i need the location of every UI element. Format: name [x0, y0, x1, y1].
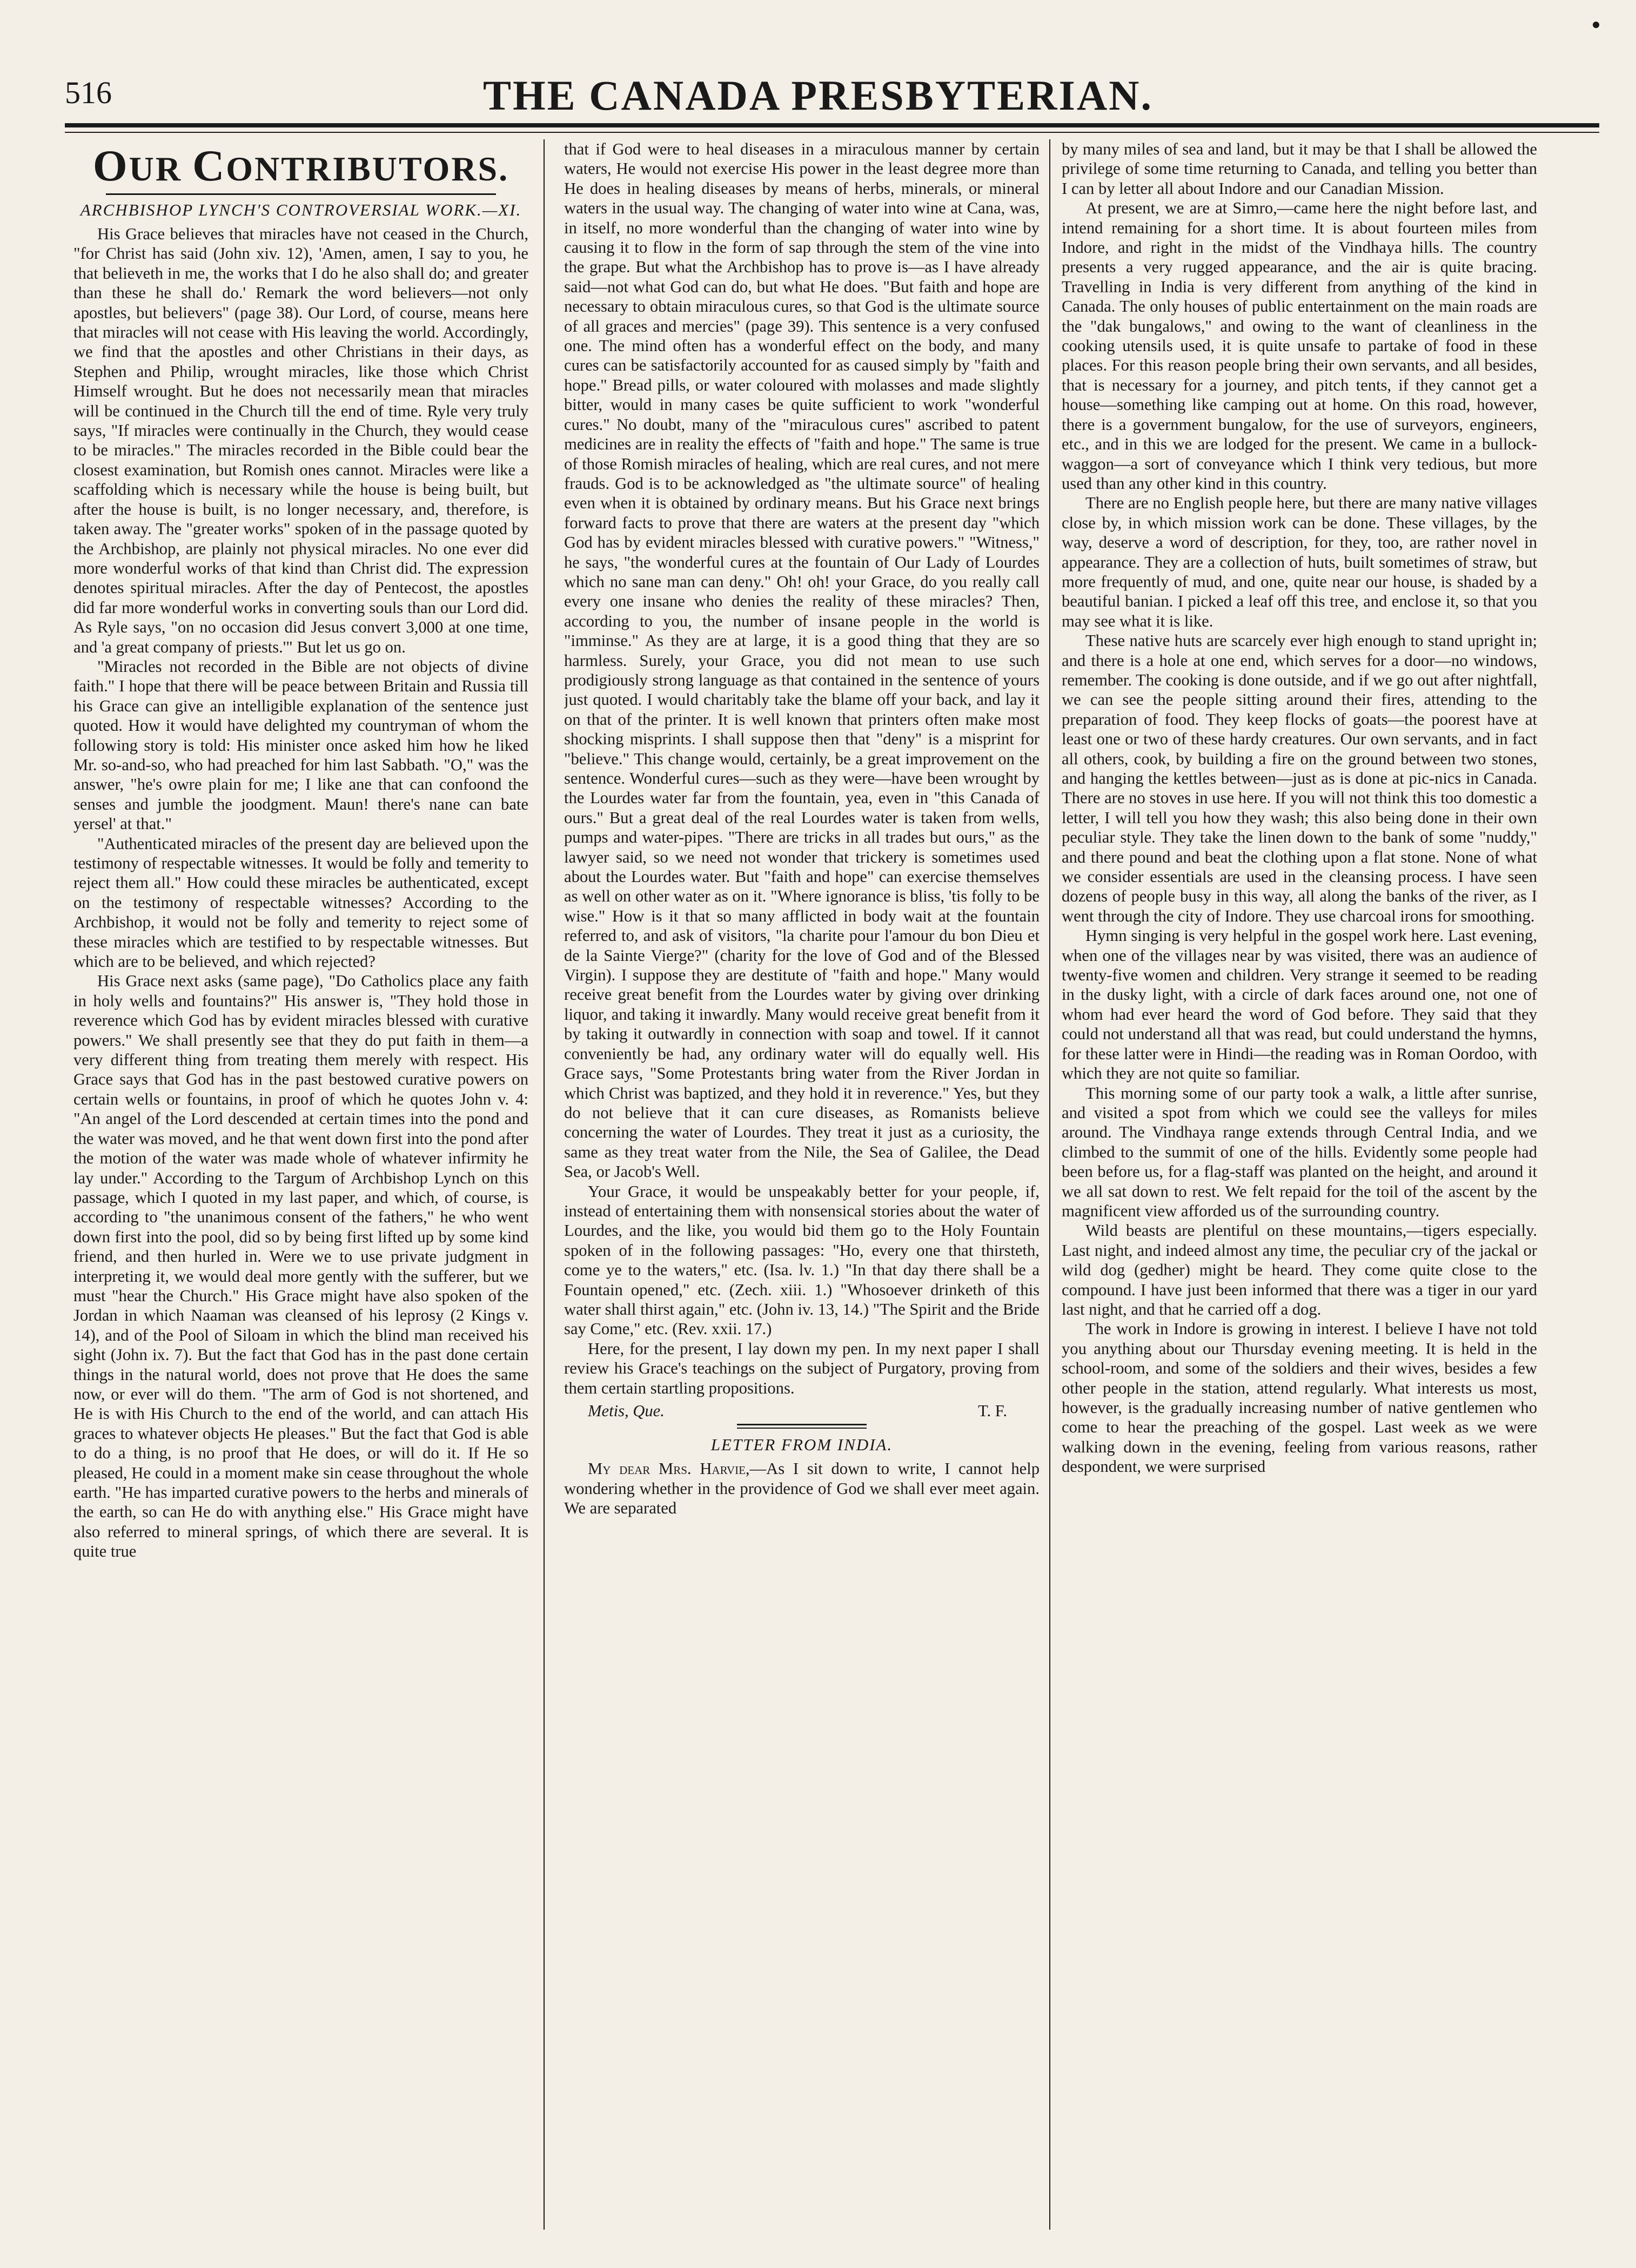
paragraph: This morning some of our party took a walk, a little after sunrise, and visited a spot from which we could see the valleys for miles around. The Vindhaya range extends through Central India, and we climbed to the summit of one of the hills. Evidently some people had been before us, for a flag-staff was planted on the height, and around it we all sat down to rest. We felt repaid for the toil of the ascent by the magnificent view afforded us of the surrounding country. [1062, 1083, 1537, 1220]
paragraph-text: —As I sit down to write, I cannot help wondering whether in the providence of God we shall ever meet again. We are separated [564, 1459, 1040, 1518]
paragraph: The work in Indore is growing in interest. I believe I have not told you anything about our Thursday evening meeting. It is held in the school-room, and some of the soldiers and their wives, besides a few other people in the station, attend regularly. What interests us most, however, is the gradually increasing number of native gentlemen who come to hear the preaching of the gospel. Last week as we were walking down in the evening, feeling from various reasons, rather despondent, we were surprised [1062, 1320, 1537, 1476]
header-rule-thin [65, 132, 1599, 133]
section-heading-rest-2: ONTRIBUTORS. [226, 150, 509, 188]
paragraph: His Grace believes that miracles have not ceased in the Church, "for Christ has said (John xiv. 12), 'Amen, amen, I say to you, he that believeth in me, the works that I do he also shall do; and greater than these he shall do.' Remark the word believers—not only apostles, but believers" (page 38). Our Lord, of course, means here that miracles will not cease with His leaving the world. Accordingly, we find that the apostles and other Christians in their days, as Stephen and Philip, wrought miracles, like those which Christ Himself wrought. But he does not necessarily mean that miracles will be continued in the Church till the end of time. Ryle very truly says, "If miracles were continually in the Church, they would cease to be miracles." The miracles recorded in the Bible could bear the closest examination, but Romish ones cannot. Miracles were like a scaffolding which is necessary while the house is being built, but after the house is built, is no longer necessary, and, therefore, is taken away. The "greater works" spoken of in the passage quoted by the Archbishop, are plainly not physical miracles. No one ever did more wonderful works of that kind than Christ did. The expression denotes spiritual miracles. After the day of Pentecost, the apostles did far more wonderful works in converting souls than our Lord did. As Ryle says, "on no occasion did Jesus convert 3,000 at one time, and 'a great company of priests.'" But let us go on. [73, 225, 528, 656]
dateline-place: Metis, Que. [588, 1402, 665, 1420]
paragraph: by many miles of sea and land, but it may be that I shall be allowed the privilege of some time returning to Canada, and telling you better than I can by letter all about Indore and our Canadian Mission. [1062, 140, 1537, 198]
paragraph: "Authenticated miracles of the present day are believed upon the testimony of respectable witnesses. It would be folly and temerity to reject them all." How could these miracles be authenticated, except on the testimony of respectable witnesses? According to the Archbishop, it would not be folly and temerity to reject some of these miracles which are testified to by respectable witnesses. But which are to be believed, and which rejected? [73, 834, 528, 971]
column-2 [564, 139, 1040, 2230]
section-rule [106, 193, 496, 195]
section-heading [73, 141, 528, 190]
paragraph: Your Grace, it would be unspeakably better for your people, if, instead of entertaining them with nonsensical stories about the water of Lourdes, and the like, you would bid them go to the Holy Fountain spoken of in the following passages: "Ho, every one that thirsteth, come ye to the waters," etc. (Isa. lv. 1.) "In that day there shall be a Fountain opened," etc. (Zech. xiii. 1.) "Whosoever drinketh of this water shall thirst again," etc. (John iv. 13, 14.) "The Spirit and the Bride say Come," etc. (Rev. xxii. 17.) [564, 1182, 1040, 1338]
signature-line [564, 1401, 1040, 1421]
article-rule [737, 1424, 867, 1425]
paragraph: "Miracles not recorded in the Bible are not objects of divine faith." I hope that there will be peace between Britain and Russia till his Grace can give an intelligible explanation of the sentence just quoted. How it would have delighted my countryman of whom the following story is told: His minister once asked him how he liked Mr. so-and-so, who had preached for him last Sabbath. "O," was the answer, "he's owre plain for me; I like ane that can confoond the senses and jumble the joodgment. Maun! there's nane can bate yersel' at that." [73, 657, 528, 833]
article-title: ARCHBISHOP LYNCH'S CONTROVERSIAL WORK.—XI. [80, 200, 522, 219]
paragraph: These native huts are scarcely ever high enough to stand upright in; and there is a hole at one end, which serves for a door—no windows, remember. The cooking is done outside, and if we go out after nightfall, we can see the people sitting around their fires, attending to the preparation of food. They keep flocks of goats—the poorest have at least one or two of these hardy creatures. Our own servants, and in fact all others, cook, by building a fire on the ground between two stones, and hanging the kettles between—just as is done at pic-nics in Canada. There are no stoves in use here. If you will not think this too domestic a letter, I will tell you how they wash; this also being done in their own peculiar style. They take the linen down to the bank of some "nuddy," and there pound and beat the clothing upon a flat stone. None of what we consider essentials are used in the cleansing process. I have seen dozens of people busy in this way, all along the banks of the river, as I went through the city of Indore. They use charcoal irons for smoothing. [1062, 631, 1537, 925]
paragraph: that if God were to heal diseases in a miraculous manner by certain waters, He would not exercise His power in the least degree more than He does in healing diseases by means of herbs, minerals, or mineral waters in the usual way. The changing of water into wine at Cana, was, in itself, no more wonderful than the changing of water into wine by causing it to flow in the form of sap through the stem of the vine into the grape. But what the Archbishop has to prove is—as I have already said—not what God can do, but what He does. "But faith and hope are necessary to obtain miraculous cures, so that God is the ultimate source of all graces and mercies" (page 39). This sentence is a very confused one. The mind often has a wonderful effect on the body, and many cures can be satisfactorily accounted for as caused simply by "faith and hope." Bread pills, or water coloured with molasses and made slightly bitter, would in many cases be quite sufficient to work "wonderful cures." No doubt, many of the "miraculous cures" ascribed to patent medicines are in reality the effects of "faith and hope." The same is true of those Romish miracles of healing, which are real cures, and not mere frauds. God is to be acknowledged as "the ultimate source" of healing even when it is obtained by ordinary means. But his Grace next brings forward facts to prove that there are waters at the present day "which God has by evident miracles blessed with curative powers." "Witness," he says, "the wonderful cures at the fountain of Our Lady of Lourdes which no sane man can deny." Oh! oh! your Grace, do you really call every one insane who denies the reality of these miracles? Then, according to you, the number of insane people in the world is "imminse." As they are at large, it is a good thing that they are so harmless. Surely, your Grace, you did not mean to use such prodigiously strong language as that contained in the sentence of yours just quoted. I would charitably take the blame off your back, and lay it on that of the printer. It is well known that printers often make most shocking misprints. I shall suppose then that "deny" is a misprint for "believe." This change would, certainly, be a great improvement on the sentence. Wonderful cures—such as they were—have been wrought by the Lourdes water far from the fountain, yea, even in "this Canada of ours." But a great deal of the real Lourdes water is taken from wells, pumps and water-pipes. "There are tricks in all trades but ours," as the lawyer said, so we need not wonder that trickery is sometimes used about the Lourdes water. But "faith and hope" can exercise themselves as well on other water as on it. "Where ignorance is bliss, 'tis folly to be wise." How is it that so many afflicted in body wait at the fountain referred to, and ask of visitors, "la charite pour l'amour du bon Dieu et de la Sainte Vierge?" (charity for the love of God and of the Blessed Virgin). I suppose they are destitute of "faith and hope." Many would receive great benefit from the Lourdes water by giving over drinking liquor, and taking it inwardly. Many would receive great benefit from it by taking it outwardly in connection with soap and towel. If it cannot conveniently be had, any ordinary water will do equally well. His Grace says, "Some Protestants bring water from the River Jordan in which Christ was baptized, and they hold it in reverence." Yes, but they do not believe that it can cure diseases, as Romanists believe concerning the water of Lourdes. They treat it just as a curiosity, the same as they treat water from the Nile, the Sea of Galilee, the Dead Sea, or Jacob's Well. [564, 140, 1040, 1181]
article-title: LETTER FROM INDIA. [710, 1435, 893, 1455]
column-divider-1 [544, 139, 545, 2230]
salutation: My dear Mrs. Harvie, [588, 1459, 750, 1478]
paragraph: His Grace next asks (same page), "Do Catholics place any faith in holy wells and fountains?" His answer is, "They hold those in reverence which God has by evident miracles blessed with curative powers." We shall presently see that they do put faith in them—a very different thing from treating them merely with respect. His Grace says that God has in the past bestowed curative powers on certain wells or fountains, in proof of which he quotes John v. 4: "An angel of the Lord descended at certain times into the pond and the water was moved, and he that went down first into the pond after the motion of the water was made whole of whatever infirmity he lay under." According to the Targum of Archbishop Lynch on this passage, which I quoted in my last paper, and which, of course, is according to "the unanimous consent of the fathers," he who went down first into the pool, did so by being first lifted up by some kind friend, and then hurled in. Were we to use private judgment in interpreting it, we would deal more gently with the sufferer, but we must "hear the Church." His Grace might have also spoken of the Jordan in which Naaman was cleansed of his leprosy (2 Kings v. 14), and of the Pool of Siloam in which the blind man received his sight (John ix. 7). But the fact that God has in the past done certain things in the natural world, does not prove that He does the same now, or ever will do them. "The arm of God is not shortened, and He is with His Church to the end of the world, and can attach His graces to whatever objects He pleases." But the fact that God is able to do a thing, is no proof that He does, or will do it. If He so pleased, He could in a moment make sin cease throughout the whole earth. "He has imparted curative powers to the herbs and minerals of the earth, so can He do with anything else." His Grace might have also referred to mineral springs, of which there are several. It is quite true [73, 972, 528, 1561]
page-number: 516 [65, 75, 112, 110]
header-rule-thick [65, 123, 1599, 127]
paragraph: Here, for the present, I lay down my pen. In my next paper I shall review his Grace's teachings on the subject of Purgatory, proving from them certain startling propositions. [564, 1339, 1040, 1397]
paragraph: Hymn singing is very helpful in the gospel work here. Last evening, when one of the villages near by was visited, there was an audience of twenty-five women and children. Very strange it seemed to be reading in the dusky light, with a circle of dark faces around one, not one of whom had ever heard the word of God before. They said that they could not understand all that was read, but could understand the hymns, for these latter were in Hindi—the reading was in Roman Oordoo, with which they are not quite so familiar. [1062, 926, 1537, 1083]
author-initials: T. F. [978, 1402, 1007, 1420]
column-1 [73, 139, 528, 2230]
section-heading-cap-1: O [92, 141, 129, 190]
paragraph [564, 1459, 1040, 1518]
column-3 [1062, 139, 1537, 2230]
publication-title: THE CANADA PRESBYTERIAN. [482, 72, 1154, 119]
article-rule-thin [737, 1428, 867, 1429]
paragraph: Wild beasts are plentiful on these mountains,—tigers especially. Last night, and indeed almost any time, the peculiar cry of the jackal or wild dog (gedher) might be heard. They come quite close to the compound. I have just been informed that there was a tiger in our yard last night, and that he carried off a dog. [1062, 1221, 1537, 1318]
paragraph: There are no English people here, but there are many native villages close by, in which mission work can be done. These villages, by the way, deserve a word of description, for they, too, are rather novel in appearance. They are a collection of huts, built sometimes of straw, but more frequently of mud, and one, quite near our house, is shaded by a beautiful banian. I picked a leaf off this tree, and enclose it, so that you may see what it is like. [1062, 494, 1537, 630]
column-divider-2 [1049, 139, 1050, 2230]
section-heading-cap-2: C [192, 141, 226, 190]
ink-speck [1593, 22, 1599, 28]
paragraph: At present, we are at Simro,—came here the night before last, and intend remaining for a short time. It is about fourteen miles from Indore, and right in the midst of the Vindhaya hills. The country presents a very rugged appearance, and the air is quite bracing. Travelling in India is very different from anything of the kind in Canada. The only houses of public entertainment on the main roads are the "dak bungalows," and owing to the want of cleanliness in the cooking utensils used, it is quite unsafe to partake of food in these places. For this reason people bring their own servants, and all besides, that is necessary for a journey, and pitch tents, if they cannot get a house—something like camping out at home. On this road, however, there is a government bungalow, for the use of surveyors, engineers, etc., and in this we are lodged for the present. We came in a bullock-waggon—a sort of conveyance which I think very tedious, but more used than any other kind in this country. [1062, 199, 1537, 493]
section-heading-rest-1: UR [129, 150, 193, 188]
